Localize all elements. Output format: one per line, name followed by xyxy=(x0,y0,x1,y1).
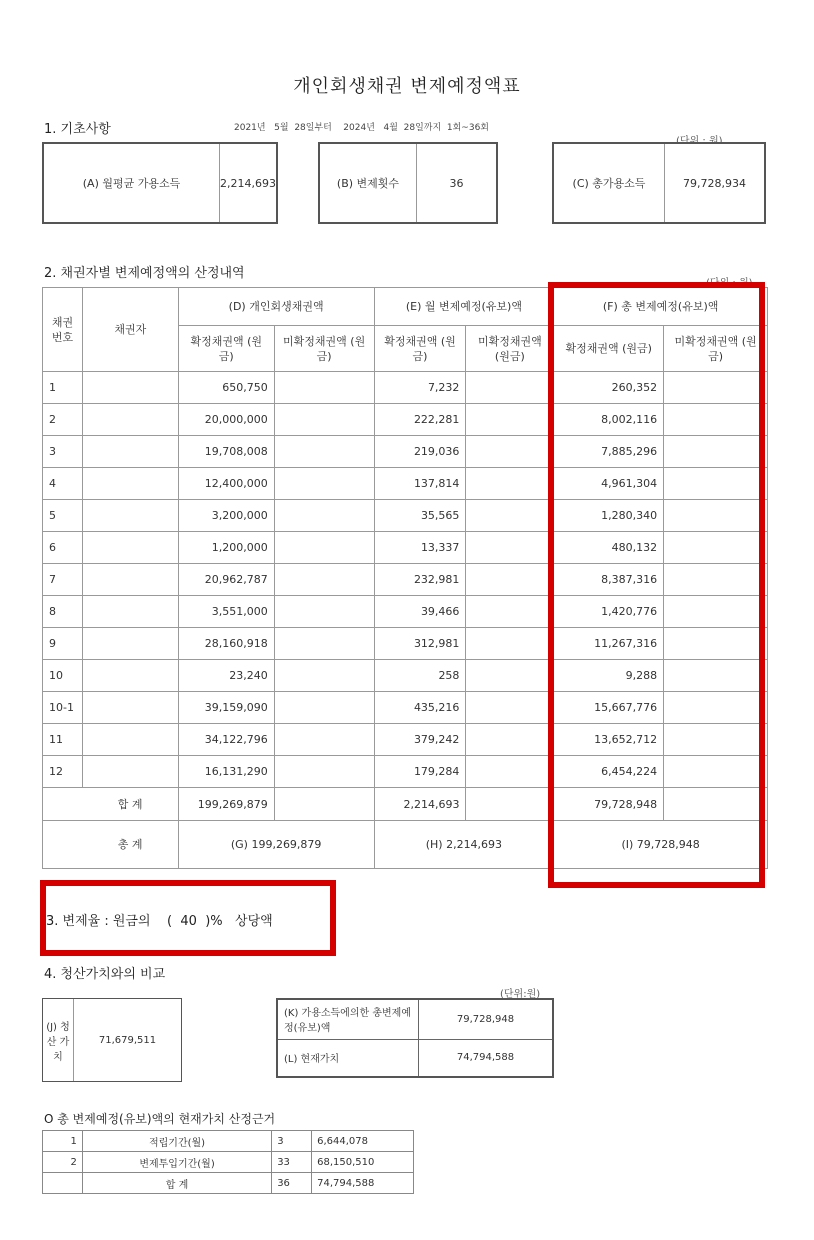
pv-total-label: 합 계 xyxy=(82,1173,271,1194)
row-d-unconfirmed xyxy=(274,372,374,404)
row-e: 258 xyxy=(374,660,466,692)
row-e-unconfirmed xyxy=(466,404,554,436)
row-d-unconfirmed xyxy=(274,436,374,468)
row-e-unconfirmed xyxy=(466,756,554,788)
row-creditor xyxy=(82,500,178,532)
row-e: 35,565 xyxy=(374,500,466,532)
row-d-unconfirmed xyxy=(274,596,374,628)
row-d: 19,708,008 xyxy=(178,436,274,468)
row-d: 23,240 xyxy=(178,660,274,692)
section4-unit: (단위:원) xyxy=(500,989,541,1000)
l-label: (L) 현재가치 xyxy=(277,1039,419,1077)
row-creditor xyxy=(82,596,178,628)
row-f: 8,387,316 xyxy=(554,564,664,596)
box-b xyxy=(318,142,498,224)
row-no: 9 xyxy=(43,628,83,660)
row-f: 6,454,224 xyxy=(554,756,664,788)
row-no: 2 xyxy=(43,404,83,436)
row-d: 39,159,090 xyxy=(178,692,274,724)
sub-header: 미확정채권액 (원금) xyxy=(466,326,554,372)
pv-label: 적립기간(월) xyxy=(82,1131,271,1152)
row-f: 4,961,304 xyxy=(554,468,664,500)
row-creditor xyxy=(82,404,178,436)
row-e-unconfirmed xyxy=(466,468,554,500)
row-creditor xyxy=(82,532,178,564)
pv-no: 2 xyxy=(43,1152,83,1173)
comparison-table xyxy=(276,998,554,1078)
row-e: 232,981 xyxy=(374,564,466,596)
period-text: 2021년 5월 28일부터 2024년 4월 28일까지 1회~36회 xyxy=(234,123,489,133)
pv-amount: 6,644,078 xyxy=(312,1131,414,1152)
row-no: 10-1 xyxy=(43,692,83,724)
pv-label: 변제투입기간(월) xyxy=(82,1152,271,1173)
row-e: 222,281 xyxy=(374,404,466,436)
row-f: 9,288 xyxy=(554,660,664,692)
row-d-unconfirmed xyxy=(274,756,374,788)
col-e-header: (E) 월 변제예정(유보)액 xyxy=(374,288,554,326)
col-creditor-header: 채권자 xyxy=(82,288,178,372)
row-creditor xyxy=(82,628,178,660)
row-no: 8 xyxy=(43,596,83,628)
row-f: 11,267,316 xyxy=(554,628,664,660)
row-d: 12,400,000 xyxy=(178,468,274,500)
pv-total-months: 36 xyxy=(272,1173,312,1194)
row-d: 3,200,000 xyxy=(178,500,274,532)
row-f: 7,885,296 xyxy=(554,436,664,468)
row-e-unconfirmed xyxy=(466,532,554,564)
row-no: 6 xyxy=(43,532,83,564)
pv-no: 1 xyxy=(43,1131,83,1152)
row-d: 650,750 xyxy=(178,372,274,404)
row-creditor xyxy=(82,468,178,500)
row-d-unconfirmed xyxy=(274,564,374,596)
row-d-unconfirmed xyxy=(274,404,374,436)
subtotal-e: 2,214,693 xyxy=(374,788,466,821)
row-e: 39,466 xyxy=(374,596,466,628)
row-e-unconfirmed xyxy=(466,500,554,532)
row-e: 312,981 xyxy=(374,628,466,660)
subtotal-d: 199,269,879 xyxy=(178,788,274,821)
row-creditor xyxy=(82,756,178,788)
sub-header: 확정채권액 (원금) xyxy=(178,326,274,372)
pv-months: 3 xyxy=(272,1131,312,1152)
row-e-unconfirmed xyxy=(466,372,554,404)
pv-months: 33 xyxy=(272,1152,312,1173)
row-no: 4 xyxy=(43,468,83,500)
row-e-unconfirmed xyxy=(466,724,554,756)
row-d: 20,000,000 xyxy=(178,404,274,436)
row-d-unconfirmed xyxy=(274,500,374,532)
b-label: (B) 변제횟수 xyxy=(320,144,417,222)
sub-header: 미확정채권액 (원금) xyxy=(664,326,768,372)
row-e: 137,814 xyxy=(374,468,466,500)
total-g: (G) 199,269,879 xyxy=(178,821,374,869)
section2-unit: (단위 : 원) xyxy=(706,278,753,289)
row-no: 10 xyxy=(43,660,83,692)
row-e-unconfirmed xyxy=(466,564,554,596)
box-a xyxy=(42,142,278,224)
c-value: 79,728,934 xyxy=(683,176,746,190)
row-no: 12 xyxy=(43,756,83,788)
row-d: 1,200,000 xyxy=(178,532,274,564)
col-no-header: 채권 번호 xyxy=(43,288,83,372)
table-row xyxy=(43,1152,414,1173)
row-creditor xyxy=(82,436,178,468)
subtotal-label: 합 계 xyxy=(82,788,178,821)
row-e-unconfirmed xyxy=(466,596,554,628)
total-label: 총 계 xyxy=(82,821,178,869)
row-f: 480,132 xyxy=(554,532,664,564)
repayment-rate-text: 3. 변제율 : 원금의 ( 40 )% 상당액 xyxy=(46,914,273,929)
row-f: 8,002,116 xyxy=(554,404,664,436)
row-f: 1,280,340 xyxy=(554,500,664,532)
j-label: (J) 청산 가치 xyxy=(43,999,74,1081)
row-e: 219,036 xyxy=(374,436,466,468)
row-e: 13,337 xyxy=(374,532,466,564)
row-creditor xyxy=(82,724,178,756)
subtotal-f: 79,728,948 xyxy=(554,788,664,821)
row-d-unconfirmed xyxy=(274,724,374,756)
row-f: 260,352 xyxy=(554,372,664,404)
row-d-unconfirmed xyxy=(274,692,374,724)
col-d-header: (D) 개인회생채권액 xyxy=(178,288,374,326)
total-i: (I) 79,728,948 xyxy=(554,821,768,869)
row-no: 11 xyxy=(43,724,83,756)
row-d: 34,122,796 xyxy=(178,724,274,756)
box-j xyxy=(42,998,182,1082)
section1-heading: 1. 기초사항 xyxy=(44,122,111,137)
row-d-unconfirmed xyxy=(274,468,374,500)
l-value: 74,794,588 xyxy=(419,1039,554,1077)
row-no: 5 xyxy=(43,500,83,532)
highlight-box-f xyxy=(548,282,765,888)
row-d-unconfirmed xyxy=(274,532,374,564)
sub-header: 확정채권액 (원금) xyxy=(374,326,466,372)
row-e-unconfirmed xyxy=(466,436,554,468)
j-value: 71,679,511 xyxy=(98,1034,157,1046)
present-value-table xyxy=(42,1130,414,1194)
row-no: 1 xyxy=(43,372,83,404)
b-value: 36 xyxy=(449,176,464,190)
table-row xyxy=(43,1131,414,1152)
row-f: 1,420,776 xyxy=(554,596,664,628)
row-f: 15,667,776 xyxy=(554,692,664,724)
row-e-unconfirmed xyxy=(466,660,554,692)
row-d-unconfirmed xyxy=(274,660,374,692)
row-no: 7 xyxy=(43,564,83,596)
row-creditor xyxy=(82,692,178,724)
row-no: 3 xyxy=(43,436,83,468)
row-d: 16,131,290 xyxy=(178,756,274,788)
row-creditor xyxy=(82,372,178,404)
box-c xyxy=(552,142,766,224)
col-f-header: (F) 총 변제예정(유보)액 xyxy=(554,288,768,326)
row-d: 3,551,000 xyxy=(178,596,274,628)
k-label: (K) 가용소득에의한 총변제예정(유보)액 xyxy=(277,999,419,1039)
pv-amount: 68,150,510 xyxy=(312,1152,414,1173)
page-title: 개인회생채권 변제예정액표 xyxy=(293,76,521,97)
row-creditor xyxy=(82,660,178,692)
row-e-unconfirmed xyxy=(466,628,554,660)
row-e: 179,284 xyxy=(374,756,466,788)
row-d: 20,962,787 xyxy=(178,564,274,596)
section4-heading: 4. 청산가치와의 비교 xyxy=(44,967,166,982)
row-f: 13,652,712 xyxy=(554,724,664,756)
section2-heading: 2. 채권자별 변제예정액의 산정내역 xyxy=(44,266,245,281)
c-label: (C) 총가용소득 xyxy=(554,144,665,222)
sub-header: 확정채권액 (원금) xyxy=(554,326,664,372)
a-label: (A) 월평균 가용소득 xyxy=(44,144,220,222)
row-creditor xyxy=(82,564,178,596)
sub-header: 미확정채권액 (원금) xyxy=(274,326,374,372)
row-e-unconfirmed xyxy=(466,692,554,724)
total-h: (H) 2,214,693 xyxy=(374,821,554,869)
row-d: 28,160,918 xyxy=(178,628,274,660)
pv-total-amount: 74,794,588 xyxy=(312,1173,414,1194)
k-value: 79,728,948 xyxy=(419,999,554,1039)
row-e: 379,242 xyxy=(374,724,466,756)
row-d-unconfirmed xyxy=(274,628,374,660)
a-value: 2,214,693 xyxy=(220,176,276,190)
section5-heading: O 총 변제예정(유보)액의 현재가치 산정근거 xyxy=(44,1112,276,1126)
row-e: 435,216 xyxy=(374,692,466,724)
row-e: 7,232 xyxy=(374,372,466,404)
